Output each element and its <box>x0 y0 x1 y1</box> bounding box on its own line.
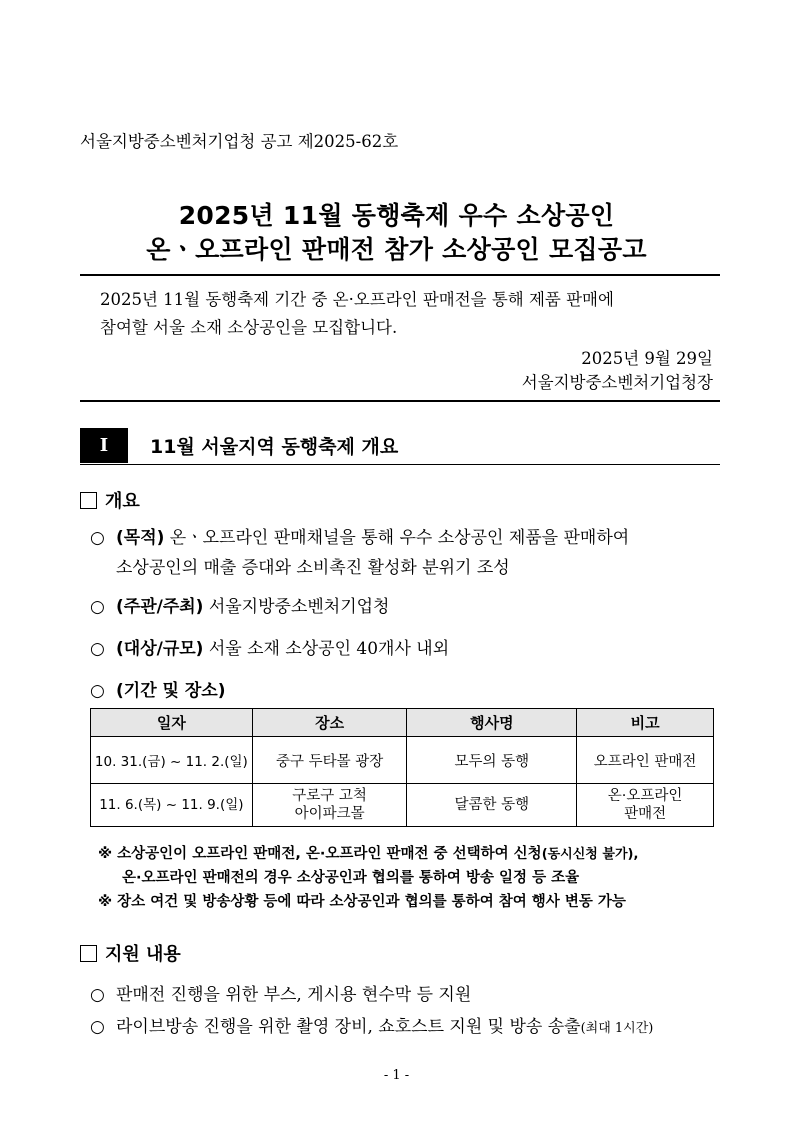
table-note-1-cont: 온·오프라인 판매전의 경우 소상공인과 협의를 통하여 방송 일정 등 조율 <box>122 870 580 886</box>
square-bullet-icon <box>80 945 97 962</box>
item-label: (대상/규모) <box>116 639 204 659</box>
support-item-booth <box>90 980 471 1010</box>
section-title: 11월 서울지역 동행축제 개요 <box>150 436 399 458</box>
date-cell: 11. 6.(목) ~ 11. 9.(일) <box>91 784 253 827</box>
note-line2: 판매전 <box>624 806 667 822</box>
place-line2: 아이파크몰 <box>294 806 365 822</box>
support-item-live <box>90 1012 653 1044</box>
page-title-line2: 온ㆍ오프라인 판매전 참가 소상공인 모집공고 <box>146 235 647 264</box>
bottom-rule-divider <box>80 400 720 402</box>
overview-heading-label: 개요 <box>105 491 140 512</box>
place-line1: 구로구 고척 <box>292 788 367 804</box>
note-line1: 온·오프라인 <box>607 788 683 804</box>
note-cell: 오프라인 판매전 <box>577 737 714 784</box>
note-cell <box>577 784 714 827</box>
overview-heading <box>80 487 140 513</box>
intro-line2: 참여할 서울 소재 소상공인을 모집합니다. <box>100 318 398 337</box>
item-text: 온ㆍ오프라인 판매채널을 통해 우수 소상공인 제품을 판매하여 <box>164 528 630 548</box>
circle-bullet-icon: ○ <box>90 681 105 701</box>
column-header: 비고 <box>577 709 714 737</box>
square-bullet-icon <box>80 492 97 509</box>
page-number: - 1 - <box>383 1068 410 1083</box>
item-text-small: (최대 1시간) <box>580 1021 654 1036</box>
column-header: 일자 <box>91 709 253 737</box>
table-row <box>91 784 714 827</box>
place-cell: 중구 두타몰 광장 <box>252 737 407 784</box>
top-rule-divider <box>80 274 720 276</box>
table-row <box>91 737 714 784</box>
support-heading-label: 지원 내용 <box>105 944 181 965</box>
column-header: 행사명 <box>407 709 577 737</box>
section-header <box>80 428 720 465</box>
circle-bullet-icon: ○ <box>90 985 105 1005</box>
note1-small: (동시신청 불가), <box>541 847 639 862</box>
date-cell: 10. 31.(금) ~ 11. 2.(일) <box>91 737 253 784</box>
note1-main: ※ 소상공인이 오프라인 판매전, 온·오프라인 판매전 중 선택하여 신청 <box>98 846 542 862</box>
support-heading <box>80 940 181 966</box>
column-header: 장소 <box>252 709 407 737</box>
page-title-line1: 2025년 11월 동행축제 우수 소상공인 <box>178 201 615 230</box>
item-text: 판매전 진행을 위한 부스, 게시용 현수막 등 지원 <box>116 985 472 1005</box>
overview-item-target <box>90 634 449 664</box>
event-cell: 달콤한 동행 <box>407 784 577 827</box>
place-cell <box>252 784 407 827</box>
notice-date: 2025년 9월 29일 <box>581 349 713 368</box>
overview-item-organizer <box>90 592 389 622</box>
notice-number: 서울지방중소벤처기업청 공고 제2025-62호 <box>80 132 399 151</box>
circle-bullet-icon: ○ <box>90 1017 105 1037</box>
item-text: 서울 소재 소상공인 40개사 내외 <box>203 639 450 659</box>
notice-signer: 서울지방중소벤처기업청장 <box>521 373 713 392</box>
event-cell: 모두의 동행 <box>407 737 577 784</box>
item-label: (목적) <box>116 528 165 548</box>
circle-bullet-icon: ○ <box>90 528 105 548</box>
item-label: (주관/주최) <box>116 597 204 617</box>
circle-bullet-icon: ○ <box>90 639 105 659</box>
table-header-row <box>91 709 714 737</box>
table-note-2: ※ 장소 여건 및 방송상황 등에 따라 소상공인과 협의를 통하여 참여 행사 변동 가능 <box>98 894 626 910</box>
overview-item-purpose <box>90 523 730 583</box>
item-text: 서울지방중소벤처기업청 <box>203 597 390 617</box>
section-number: Ⅰ <box>80 428 128 463</box>
item-text-cont: 소상공인의 매출 증대와 소비촉진 활성화 분위기 조성 <box>116 558 510 578</box>
item-label: (기간 및 장소) <box>116 681 226 701</box>
intro-paragraph <box>100 286 720 342</box>
item-text: 라이브방송 진행을 위한 촬영 장비, 쇼호스트 지원 및 방송 송출 <box>116 1017 581 1037</box>
overview-item-period-place <box>90 676 226 706</box>
schedule-table <box>90 708 714 827</box>
intro-line1: 2025년 11월 동행축제 기간 중 온·오프라인 판매전을 통해 제품 판매에 <box>100 290 614 309</box>
table-note-1 <box>98 842 638 867</box>
circle-bullet-icon: ○ <box>90 597 105 617</box>
